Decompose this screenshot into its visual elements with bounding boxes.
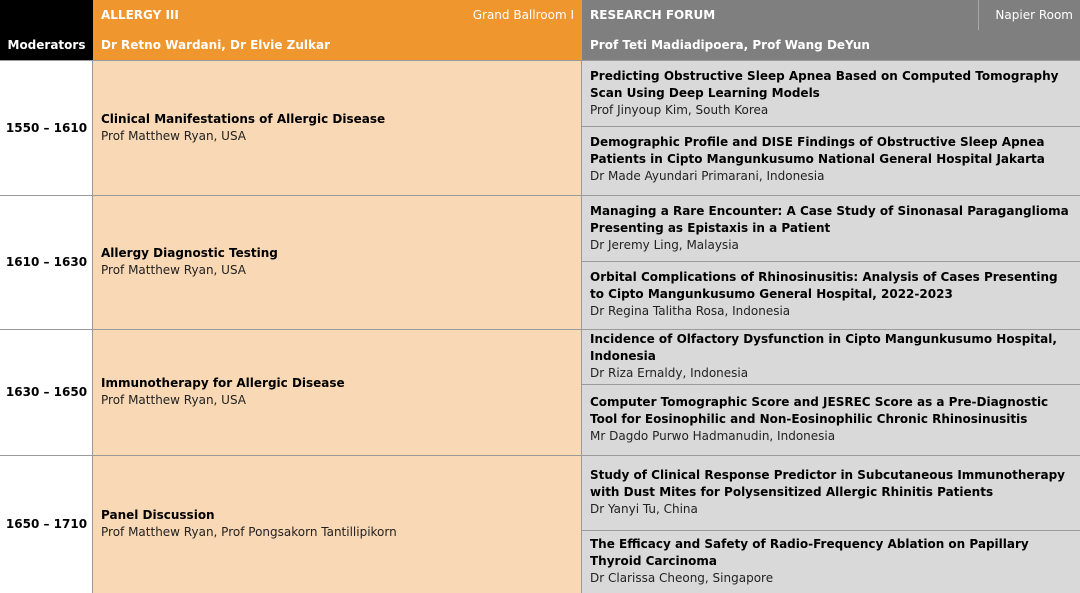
talk-speaker: Prof Matthew Ryan, USA (101, 263, 247, 277)
talk-speaker: Prof Matthew Ryan, USA (101, 393, 247, 407)
talk-speaker: Dr Riza Ernaldy, Indonesia (590, 366, 749, 380)
research-talk-2b (582, 261, 1080, 329)
allergy-moderators: Dr Retno Wardani, Dr Elvie Zulkar (93, 30, 582, 60)
talk-speaker: Dr Clarissa Cheong, Singapore (590, 571, 774, 585)
header-divider (978, 0, 979, 30)
research-header (582, 0, 1080, 30)
research-talk-4b (582, 530, 1080, 593)
allergy-talk-3 (93, 329, 582, 455)
research-talk-1b (582, 126, 1080, 195)
talk-title: Managing a Rare Encounter: A Case Study of Sinonasal Paraganglioma Presenting as Epistaxis in a Patient (590, 204, 1069, 235)
allergy-header (93, 0, 582, 30)
talk-speaker: Dr Yanyi Tu, China (590, 502, 698, 516)
talk-title: Incidence of Olfactory Dysfunction in Cipto Mangunkusumo Hospital, Indonesia (590, 332, 1057, 363)
sub-row-divider (582, 126, 1080, 127)
time-slot-1: 1550 – 1610 (0, 60, 93, 195)
talk-speaker: Dr Regina Talitha Rosa, Indonesia (590, 304, 791, 318)
talk-title: Immunotherapy for Allergic Disease (101, 376, 345, 390)
row-divider (0, 329, 1080, 330)
talk-title: The Efficacy and Safety of Radio-Frequency Ablation on Papillary Thyroid Carcinoma (590, 537, 1029, 568)
research-talk-3a (582, 329, 1080, 384)
sub-row-divider (582, 530, 1080, 531)
talk-title: Demographic Profile and DISE Findings of Obstructive Sleep Apnea Patients in Cipto Mangunkusumo National General Hospital Jakarta (590, 135, 1045, 166)
talk-speaker: Prof Jinyoup Kim, South Korea (590, 103, 769, 117)
talk-speaker: Dr Made Ayundari Primarani, Indonesia (590, 169, 825, 183)
research-talk-2a (582, 195, 1080, 261)
header-corner (0, 0, 93, 30)
talk-speaker: Prof Matthew Ryan, Prof Pongsakorn Tantillipikorn (101, 525, 397, 539)
talk-title: Predicting Obstructive Sleep Apnea Based on Computed Tomography Scan Using Deep Learning Models (590, 69, 1059, 100)
row-divider (0, 455, 1080, 456)
moderators-label: Moderators (0, 30, 93, 60)
allergy-track-name: ALLERGY III (101, 8, 179, 22)
allergy-room-name: Grand Ballroom I (472, 8, 574, 22)
row-divider (0, 195, 1080, 196)
research-track-name: RESEARCH FORUM (590, 8, 716, 22)
allergy-talk-1 (93, 60, 582, 195)
allergy-talk-2 (93, 195, 582, 329)
talk-title: Allergy Diagnostic Testing (101, 246, 278, 260)
column-divider (581, 60, 582, 593)
talk-speaker: Mr Dagdo Purwo Hadmanudin, Indonesia (590, 429, 836, 443)
research-talk-4a (582, 455, 1080, 530)
talk-speaker: Dr Jeremy Ling, Malaysia (590, 238, 739, 252)
time-slot-4: 1650 – 1710 (0, 455, 93, 593)
time-slot-3: 1630 – 1650 (0, 329, 93, 455)
research-room-name: Napier Room (995, 8, 1073, 22)
talk-title: Clinical Manifestations of Allergic Disease (101, 111, 386, 126)
research-talk-1a (582, 60, 1080, 126)
research-moderators: Prof Teti Madiadipoera, Prof Wang DeYun (582, 30, 1080, 60)
talk-title: Orbital Complications of Rhinosinusitis: Analysis of Cases Presenting to Cipto Mangunkusumo General Hospital, 2022-2023 (590, 270, 1058, 301)
talk-title: Panel Discussion (101, 508, 215, 522)
sub-row-divider (582, 261, 1080, 262)
allergy-talk-4 (93, 455, 582, 593)
talk-title: Computer Tomographic Score and JESREC Score as a Pre-Diagnostic Tool for Eosinophilic and Non-Eosinophilic Chronic Rhinosinusitis (590, 395, 1049, 426)
talk-title: Study of Clinical Response Predictor in Subcutaneous Immunotherapy with Dust Mites for Polysensitized Allergic Rhinitis Patients (590, 468, 1065, 499)
talk-speaker: Prof Matthew Ryan, USA (101, 128, 247, 143)
time-slot-2: 1610 – 1630 (0, 195, 93, 329)
row-divider (0, 60, 1080, 61)
research-talk-3b (582, 384, 1080, 455)
column-divider (92, 60, 93, 593)
sub-row-divider (582, 384, 1080, 385)
